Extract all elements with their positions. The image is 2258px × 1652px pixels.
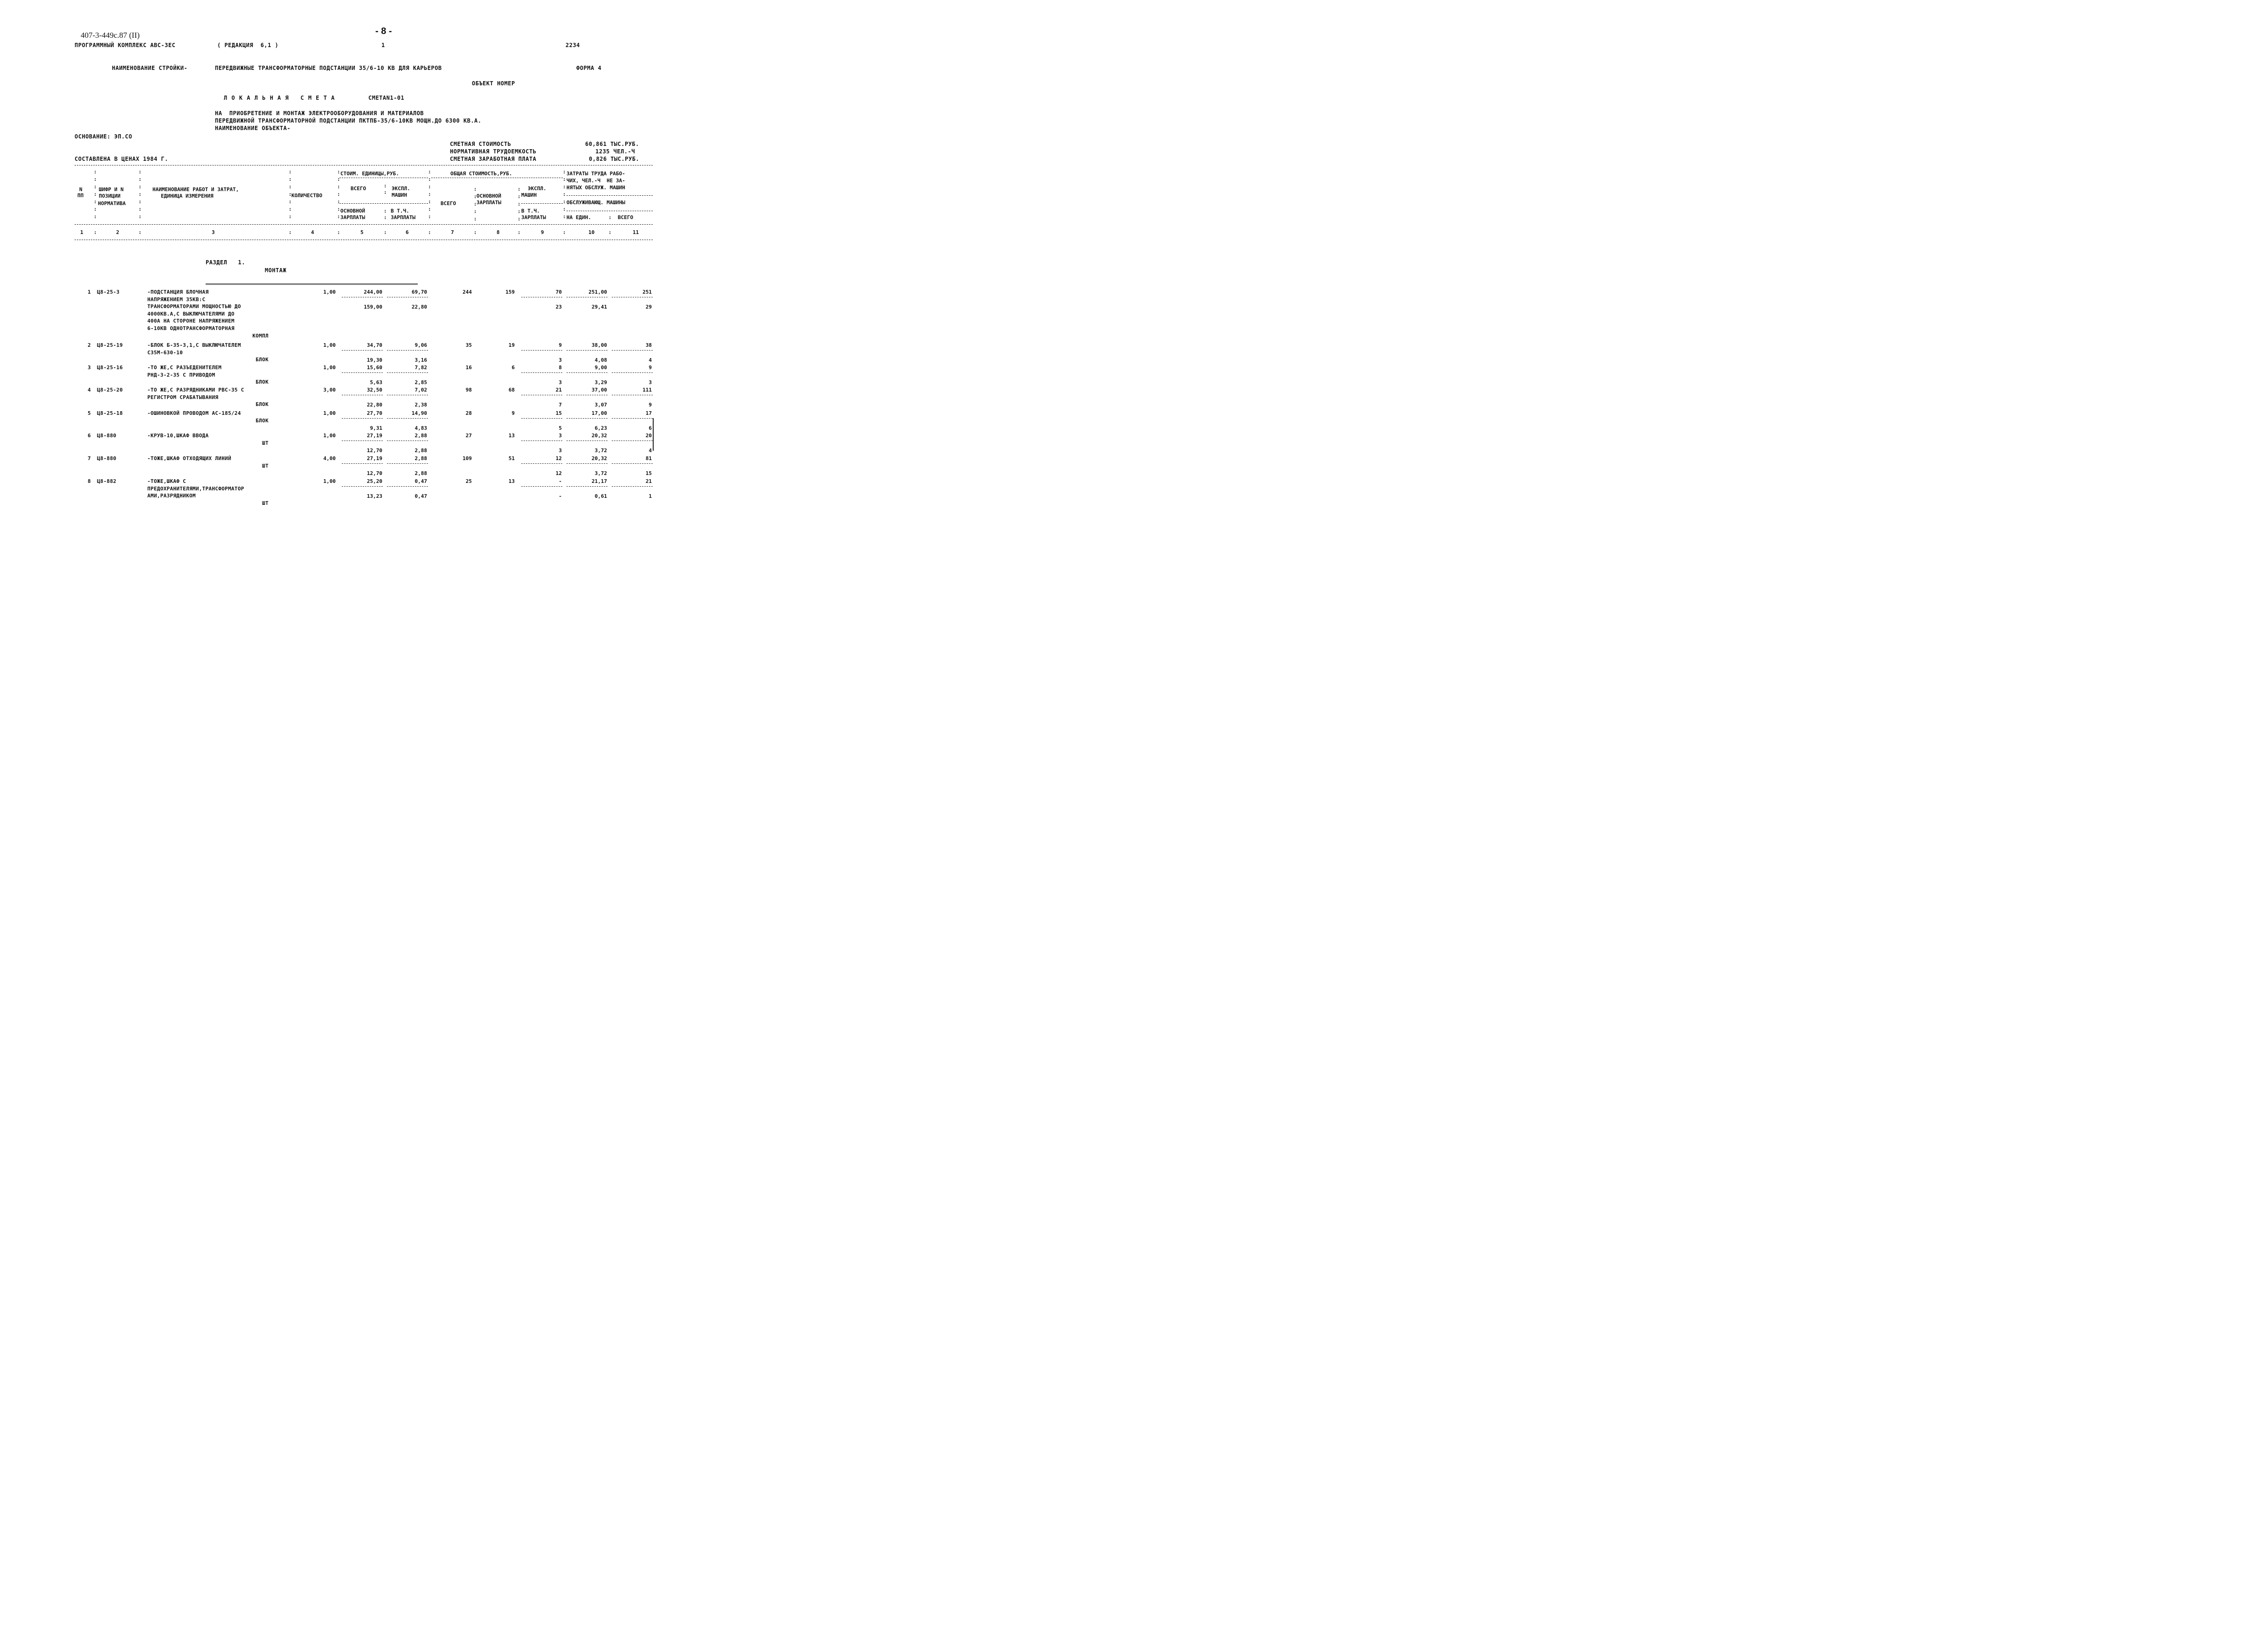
row-total-cost: 109	[463, 455, 472, 461]
col-n-label: N	[79, 186, 83, 193]
row-unit-incl-wage: 4,83	[414, 425, 427, 431]
row-total-incl-wage: 5	[559, 425, 562, 431]
row-total-incl-wage: 3	[559, 357, 562, 363]
row-number: 1	[88, 289, 91, 295]
col-number-4: 4	[311, 229, 314, 235]
col-code-label-2: ПОЗИЦИИ	[99, 193, 121, 199]
row-unit-cost-total: 34,70	[366, 342, 382, 348]
col-code-label-1: ШИФР И N	[99, 186, 124, 193]
total-mach-label-2: МАШИН	[521, 192, 537, 198]
row-description-line: -ОШИНОВКОЙ ПРОВОДОМ АС-185/24	[147, 410, 241, 416]
row-labor-dash-b	[612, 418, 653, 419]
row-unit-incl-wage: 2,88	[414, 470, 427, 476]
unit-incl-label-1: В Т.Ч.	[391, 208, 409, 214]
labor-label-1: ЗАТРАТЫ ТРУДА РАБО-	[566, 171, 625, 177]
row-unit-cost-machines: 9,06	[414, 342, 427, 348]
row-total-incl-wage: 7	[559, 402, 562, 408]
row-description-line: -ТО ЖЕ,С РАЗРЯДНИКАМИ РВС-35 С	[147, 387, 244, 393]
row-total-incl-wage: -	[559, 493, 562, 499]
row-unit-dash-a	[342, 350, 383, 351]
labor-unit-label: НА ЕДИН.	[566, 214, 591, 220]
row-labor-dash-a	[566, 486, 608, 487]
project-code: 407-3-449c.87 (II)	[81, 31, 140, 40]
row-unit: ШТ	[262, 462, 269, 469]
row-description-line: -ТО ЖЕ,С РАЗЪЕДЕНИТЕЛЕМ	[147, 365, 222, 371]
num-sep-2: :	[138, 229, 142, 235]
labor-label-4: ОБСЛУЖИВАЮЩ. МАШИНЫ	[566, 200, 625, 206]
row-labor-total: 251	[642, 289, 652, 295]
sheet-number: 1	[381, 42, 385, 48]
row-unit-cost-machines: 7,82	[414, 365, 427, 371]
total-incl-label-2: ЗАРПЛАТЫ	[521, 214, 546, 220]
num-sep-8: :	[518, 229, 521, 235]
row-labor-unit: 20,32	[591, 433, 607, 439]
row-code: Ц8-25-16	[97, 365, 123, 371]
row-labor-unit-2: 3,29	[594, 379, 607, 385]
section-rule	[206, 283, 418, 285]
row-total-machines: 12	[555, 455, 562, 461]
row-total-machines: 3	[559, 433, 562, 439]
row-unit-cost-total: 15,60	[366, 365, 382, 371]
row-unit-incl-wage: 2,85	[414, 379, 427, 385]
labor-rule-1	[566, 195, 653, 196]
row-total-wage: 19	[508, 342, 515, 348]
row-total-wage: 159	[505, 289, 515, 295]
row-unit-dash-b	[387, 372, 428, 373]
row-labor-total-2: 3	[649, 379, 652, 385]
row-quantity: 1,00	[323, 410, 336, 416]
row-labor-unit-2: 29,41	[591, 304, 607, 310]
row-total-cost: 28	[465, 410, 472, 416]
program-name: ПРОГРАММНЫЙ КОМПЛЕКС АВС-3ЕС	[75, 42, 176, 48]
summary-value-wage: 0,826 ТЫС.РУБ.	[589, 156, 640, 162]
row-total-wage: 6	[511, 365, 515, 371]
row-unit-wage: 12,70	[366, 447, 382, 454]
row-total-cost: 16	[465, 365, 472, 371]
num-sep-4: :	[337, 229, 340, 235]
row-labor-unit-2: 0,61	[594, 493, 607, 499]
page-number: - 8 -	[375, 26, 392, 36]
row-description-line: АМИ,РАЗРЯДНИКОМ	[147, 493, 196, 499]
row-number: 8	[88, 478, 91, 484]
row-unit: ШТ	[262, 440, 269, 446]
row-description-line: 4000КВ.А,С ВЫКЛЮЧАТЕЛЯМИ ДО	[147, 310, 235, 317]
row-labor-unit-2: 3,72	[594, 470, 607, 476]
row-total-cost: 98	[465, 387, 472, 393]
row-labor-total: 20	[645, 433, 652, 439]
row-description-line: НАПРЯЖЕНИЕМ 35КВ:С	[147, 296, 206, 303]
row-unit: ШТ	[262, 500, 269, 506]
total-wage-label-2: ЗАРПЛАТЫ	[476, 200, 501, 206]
col-number-5: 5	[360, 229, 364, 235]
row-unit-incl-wage: 0,47	[414, 493, 427, 499]
row-unit-dash-a	[342, 372, 383, 373]
sep-5: : : : : : : :	[428, 169, 431, 220]
row-code: Ц8-25-20	[97, 387, 123, 393]
row-total-machines: 70	[555, 289, 562, 295]
unit-mach-label-1: ЭКСПЛ.	[392, 186, 410, 192]
row-total-machines: 8	[559, 365, 562, 371]
object-number: ОБЪЕКТ НОМЕР	[472, 80, 515, 87]
row-unit-cost-machines: 7,02	[414, 387, 427, 393]
col-number-10: 10	[588, 229, 595, 235]
row-labor-total-2: 6	[649, 425, 652, 431]
row-labor-dash-b	[612, 372, 653, 373]
unit-wage-label-2: ЗАРПЛАТЫ	[340, 214, 365, 220]
row-unit-wage: 19,30	[366, 357, 382, 363]
row-number: 2	[88, 342, 91, 348]
col-qty-label: КОЛИЧЕСТВО	[291, 193, 323, 199]
row-total-cost: 27	[465, 433, 472, 439]
document-number: 2234	[566, 42, 580, 48]
total-sep-b: : : : : :	[518, 186, 521, 222]
row-unit-wage: 159,00	[364, 304, 382, 310]
col-number-3: 3	[212, 229, 215, 235]
labor-total-label: ВСЕГО	[618, 214, 634, 220]
row-unit-wage: 9,31	[370, 425, 382, 431]
row-unit-incl-wage: 22,80	[411, 304, 427, 310]
row-code: Ц8-25-3	[97, 289, 120, 295]
row-quantity: 1,00	[323, 478, 336, 484]
section-title: РАЗДЕЛ 1.	[206, 259, 245, 266]
row-total-machines: 9	[559, 342, 562, 348]
unit-wage-label-1: ОСНОВНОЙ	[340, 208, 365, 214]
row-total-incl-wage: 12	[555, 470, 562, 476]
row-description-line: РНД-3-2-35 С ПРИВОДОМ	[147, 372, 215, 378]
row-labor-total-2: 29	[645, 304, 652, 310]
row-quantity: 1,00	[323, 433, 336, 439]
estimate-code: СМЕТАN1-01	[368, 95, 405, 101]
unit-mid-rule	[339, 203, 428, 204]
row-unit: БЛОК	[255, 401, 269, 408]
row-total-wage: 13	[508, 478, 515, 484]
row-unit-incl-wage: 2,38	[414, 402, 427, 408]
row-unit-cost-total: 27,19	[366, 433, 382, 439]
object-name-label: НАИМЕНОВАНИЕ ОБЪЕКТА-	[215, 125, 291, 131]
row-unit: КОМПЛ	[252, 332, 269, 339]
row-unit-dash-b	[387, 418, 428, 419]
row-unit-dash-a	[342, 463, 383, 464]
row-unit: БЛОК	[255, 379, 269, 385]
row-unit-cost-machines: 14,90	[411, 410, 427, 416]
row-labor-dash-b	[612, 350, 653, 351]
row-unit-cost-machines: 69,70	[411, 289, 427, 295]
row-total-wage: 68	[508, 387, 515, 393]
row-labor-unit-2: 3,72	[594, 447, 607, 454]
row-unit-wage: 22,80	[366, 402, 382, 408]
row-labor-dash-b	[612, 486, 653, 487]
row-unit-cost-machines: 2,88	[414, 455, 427, 461]
row-description-line: ПРЕДОХРАНИТЕЛЯМИ,ТРАНСФОРМАТОР	[147, 485, 244, 492]
construction-label: НАИМЕНОВАНИЕ СТРОЙКИ-	[112, 65, 188, 71]
col-number-6: 6	[406, 229, 409, 235]
col-number-11: 11	[633, 229, 639, 235]
row-labor-dash-b	[612, 463, 653, 464]
row-number: 6	[88, 433, 91, 439]
labor-sep: :	[608, 214, 612, 220]
row-unit-dash-b	[387, 486, 428, 487]
row-unit-dash-a	[342, 418, 383, 419]
row-unit-cost-total: 27,70	[366, 410, 382, 416]
row-total-wage: 9	[511, 410, 515, 416]
row-unit-cost-machines: 0,47	[414, 478, 427, 484]
row-quantity: 1,00	[323, 342, 336, 348]
total-mid-rule	[521, 203, 563, 204]
col-n-label-2: ПП	[77, 193, 84, 199]
row-unit: БЛОК	[255, 417, 269, 424]
summary-value-cost: 60,861 ТЫС.РУБ.	[585, 141, 639, 147]
row-total-cost: 244	[463, 289, 472, 295]
row-unit-incl-wage: 3,16	[414, 357, 427, 363]
edition: ( РЕДАКЦИЯ 6,1 )	[217, 42, 279, 48]
row-labor-unit: 9,00	[594, 365, 607, 371]
row-labor-total-2: 4	[649, 357, 652, 363]
row-labor-unit-2: 4,08	[594, 357, 607, 363]
total-mach-label-1: ЭКСПЛ.	[528, 186, 546, 192]
sep-1: : : : : : : :	[94, 169, 97, 220]
num-sep-5: :	[384, 229, 387, 235]
row-unit-cost-total: 244,00	[364, 289, 382, 295]
summary-label-wage: СМЕТНАЯ ЗАРАБОТНАЯ ПЛАТА	[450, 156, 537, 162]
basis: ОСНОВАНИЕ: ЭП.СО	[75, 133, 132, 140]
labor-label-3: НЯТЫХ ОБСЛУЖ. МАШИН	[566, 185, 625, 191]
prices-year: СОСТАВЛЕНА В ЦЕНАХ 1984 Г.	[75, 156, 168, 162]
row-labor-total: 81	[645, 455, 652, 461]
total-incl-label-1: В Т.Ч.	[521, 208, 540, 214]
row-unit-dash-b	[387, 463, 428, 464]
row-description-line: 400А НА СТОРОНЕ НАПРЯЖЕНИЕМ	[147, 318, 235, 324]
row-labor-total: 38	[645, 342, 652, 348]
row-description-line: -КРУВ-10,ШКАФ ВВОДА	[147, 433, 209, 439]
row-unit-wage: 13,23	[366, 493, 382, 499]
row-quantity: 4,00	[323, 455, 336, 461]
section-name: МОНТАЖ	[265, 267, 287, 274]
col-number-7: 7	[451, 229, 454, 235]
construction-name: ПЕРЕДВИЖНЫЕ ТРАНСФОРМАТОРНЫЕ ПОДСТАНЦИИ 35/6-10 КВ ДЛЯ КАРЬЕРОВ	[215, 65, 442, 71]
sep-3: : : : : : : :	[289, 169, 292, 220]
col-number-2: 2	[116, 229, 119, 235]
row-unit-wage: 12,70	[366, 470, 382, 476]
row-total-incl-wage: 23	[555, 304, 562, 310]
row-description-line: ТРАНСФОРМАТОРАМИ МОЩНОСТЬЮ ДО	[147, 303, 241, 310]
row-unit-incl-wage: 2,88	[414, 447, 427, 454]
total-all-label: ВСЕГО	[441, 200, 456, 206]
row-labor-total-2: 9	[649, 402, 652, 408]
row-labor-dash-a	[566, 350, 608, 351]
unit-cost-label: СТОИМ. ЕДИНИЦЫ,РУБ.	[340, 171, 399, 177]
row-unit-cost-machines: 2,88	[414, 433, 427, 439]
form-label: ФОРМА 4	[576, 65, 602, 71]
row-description-line: -ТОЖЕ,ШКАФ С	[147, 478, 186, 484]
row-labor-total-2: 4	[649, 447, 652, 454]
row-labor-total-2: 1	[649, 493, 652, 499]
row-description-line: С35М-630-10	[147, 349, 183, 356]
row-labor-dash-a	[566, 418, 608, 419]
total-wage-label-1: ОСНОВНОЙ	[476, 193, 501, 199]
row-labor-unit: 20,32	[591, 455, 607, 461]
row-number: 7	[88, 455, 91, 461]
row-labor-unit-2: 3,07	[594, 402, 607, 408]
col-number-8: 8	[497, 229, 500, 235]
row-labor-total: 9	[649, 365, 652, 371]
row-total-cost: 25	[465, 478, 472, 484]
summary-label-cost: СМЕТНАЯ СТОИМОСТЬ	[450, 141, 511, 147]
row-unit-dash-a	[342, 486, 383, 487]
row-total-wage: 51	[508, 455, 515, 461]
num-sep-6: :	[428, 229, 431, 235]
unit-mach-label-2: МАШИН	[392, 192, 407, 198]
row-labor-unit: 17,00	[591, 410, 607, 416]
num-sep-7: :	[474, 229, 477, 235]
row-labor-total-2: 15	[645, 470, 652, 476]
header-rule-mid	[75, 224, 653, 225]
row-total-cost: 35	[465, 342, 472, 348]
row-number: 3	[88, 365, 91, 371]
row-labor-unit: 251,00	[588, 289, 607, 295]
row-number: 5	[88, 410, 91, 416]
row-total-machines: 21	[555, 387, 562, 393]
row-labor-unit-2: 6,23	[594, 425, 607, 431]
col-name-label-2: ЕДИНИЦА ИЗМЕРЕНИЯ	[161, 193, 214, 199]
num-sep-9: :	[563, 229, 566, 235]
total-cost-label: ОБЩАЯ СТОИМОСТЬ,РУБ.	[450, 171, 512, 177]
num-sep-1: :	[94, 229, 97, 235]
row-total-incl-wage: 3	[559, 379, 562, 385]
row-code: Ц8-880	[97, 433, 117, 439]
summary-label-labor: НОРМАТИВНАЯ ТРУДОЕМКОСТЬ	[450, 148, 537, 155]
margin-bracket	[653, 418, 654, 451]
estimate-subject-1: НА ПРИОБРЕТЕНИЕ И МОНТАЖ ЭЛЕКТРООБОРУДОВАНИЯ И МАТЕРИАЛОВ	[215, 110, 424, 117]
estimate-heading: Л О К А Л Ь Н А Я С М Е Т А	[224, 95, 335, 101]
unit-total-label: ВСЕГО	[351, 186, 366, 192]
sep-6: : : : : : : :	[563, 169, 566, 220]
row-quantity: 1,00	[323, 289, 336, 295]
sep-4: : : : : : : :	[337, 169, 340, 220]
row-description-line: РЕГИСТРОМ СРАБАТЫВАНИЯ	[147, 394, 219, 400]
row-description-line: 6-10КВ ОДНОТРАНСФОРМАТОРНАЯ	[147, 325, 235, 331]
row-description-line: -ТОЖЕ,ШКАФ ОТХОДЯЩИХ ЛИНИЙ	[147, 455, 231, 461]
row-quantity: 3,00	[323, 387, 336, 393]
sep-2: : : : : : : :	[138, 169, 142, 220]
row-total-machines: 15	[555, 410, 562, 416]
unit-incl-label-2: ЗАРПЛАТЫ	[391, 214, 415, 220]
row-unit-cost-total: 27,19	[366, 455, 382, 461]
row-total-dash	[521, 350, 562, 351]
row-unit-wage: 5,63	[370, 379, 382, 385]
row-total-dash	[521, 372, 562, 373]
row-unit-cost-total: 32,50	[366, 387, 382, 393]
row-total-incl-wage: 3	[559, 447, 562, 454]
col-number-1: 1	[80, 229, 83, 235]
row-labor-unit: 21,17	[591, 478, 607, 484]
row-labor-unit: 37,00	[591, 387, 607, 393]
row-labor-total: 111	[642, 387, 652, 393]
row-labor-dash-a	[566, 372, 608, 373]
row-total-wage: 13	[508, 433, 515, 439]
row-description-line: -ПОДСТАНЦИЯ БЛОЧНАЯ	[147, 289, 209, 295]
row-unit: БЛОК	[255, 357, 269, 363]
row-quantity: 1,00	[323, 365, 336, 371]
num-sep-10: :	[608, 229, 612, 235]
row-number: 4	[88, 387, 91, 393]
num-sep-3: :	[289, 229, 292, 235]
row-unit-cost-total: 25,20	[366, 478, 382, 484]
col-code-label-3: НОРМАТИВА	[98, 200, 126, 206]
row-code: Ц8-882	[97, 478, 117, 484]
summary-value-labor: 1235 ЧЕЛ.-Ч	[595, 148, 635, 155]
unit-sep-a: : :	[384, 183, 387, 195]
row-code: Ц8-25-19	[97, 342, 123, 348]
labor-label-2: ЧИХ, ЧЕЛ.-Ч НЕ ЗА-	[566, 178, 625, 184]
row-total-dash	[521, 463, 562, 464]
row-total-machines: -	[559, 478, 562, 484]
row-unit-dash-b	[387, 350, 428, 351]
col-number-9: 9	[541, 229, 544, 235]
total-sep-a: : : : : :	[474, 186, 477, 222]
row-labor-unit: 38,00	[591, 342, 607, 348]
row-labor-dash-a	[566, 463, 608, 464]
estimate-subject-2: ПЕРЕДВИЖНОЙ ТРАНСФОРМАТОРНОЙ ПОДСТАНЦИИ ПКТПБ-35/6-10КВ МОЩН.ДО 6300 КВ.А.	[215, 117, 482, 124]
row-code: Ц8-880	[97, 455, 117, 461]
row-labor-total: 17	[645, 410, 652, 416]
unit-sep-b: : :	[384, 208, 387, 220]
row-description-line: -БЛОК Б-35-3,1,С ВЫКЛЮЧАТЕЛЕМ	[147, 342, 241, 348]
row-total-dash	[521, 486, 562, 487]
row-labor-total: 21	[645, 478, 652, 484]
row-code: Ц8-25-18	[97, 410, 123, 416]
col-name-label-1: НАИМЕНОВАНИЕ РАБОТ И ЗАТРАТ,	[152, 186, 239, 193]
row-total-dash	[521, 418, 562, 419]
